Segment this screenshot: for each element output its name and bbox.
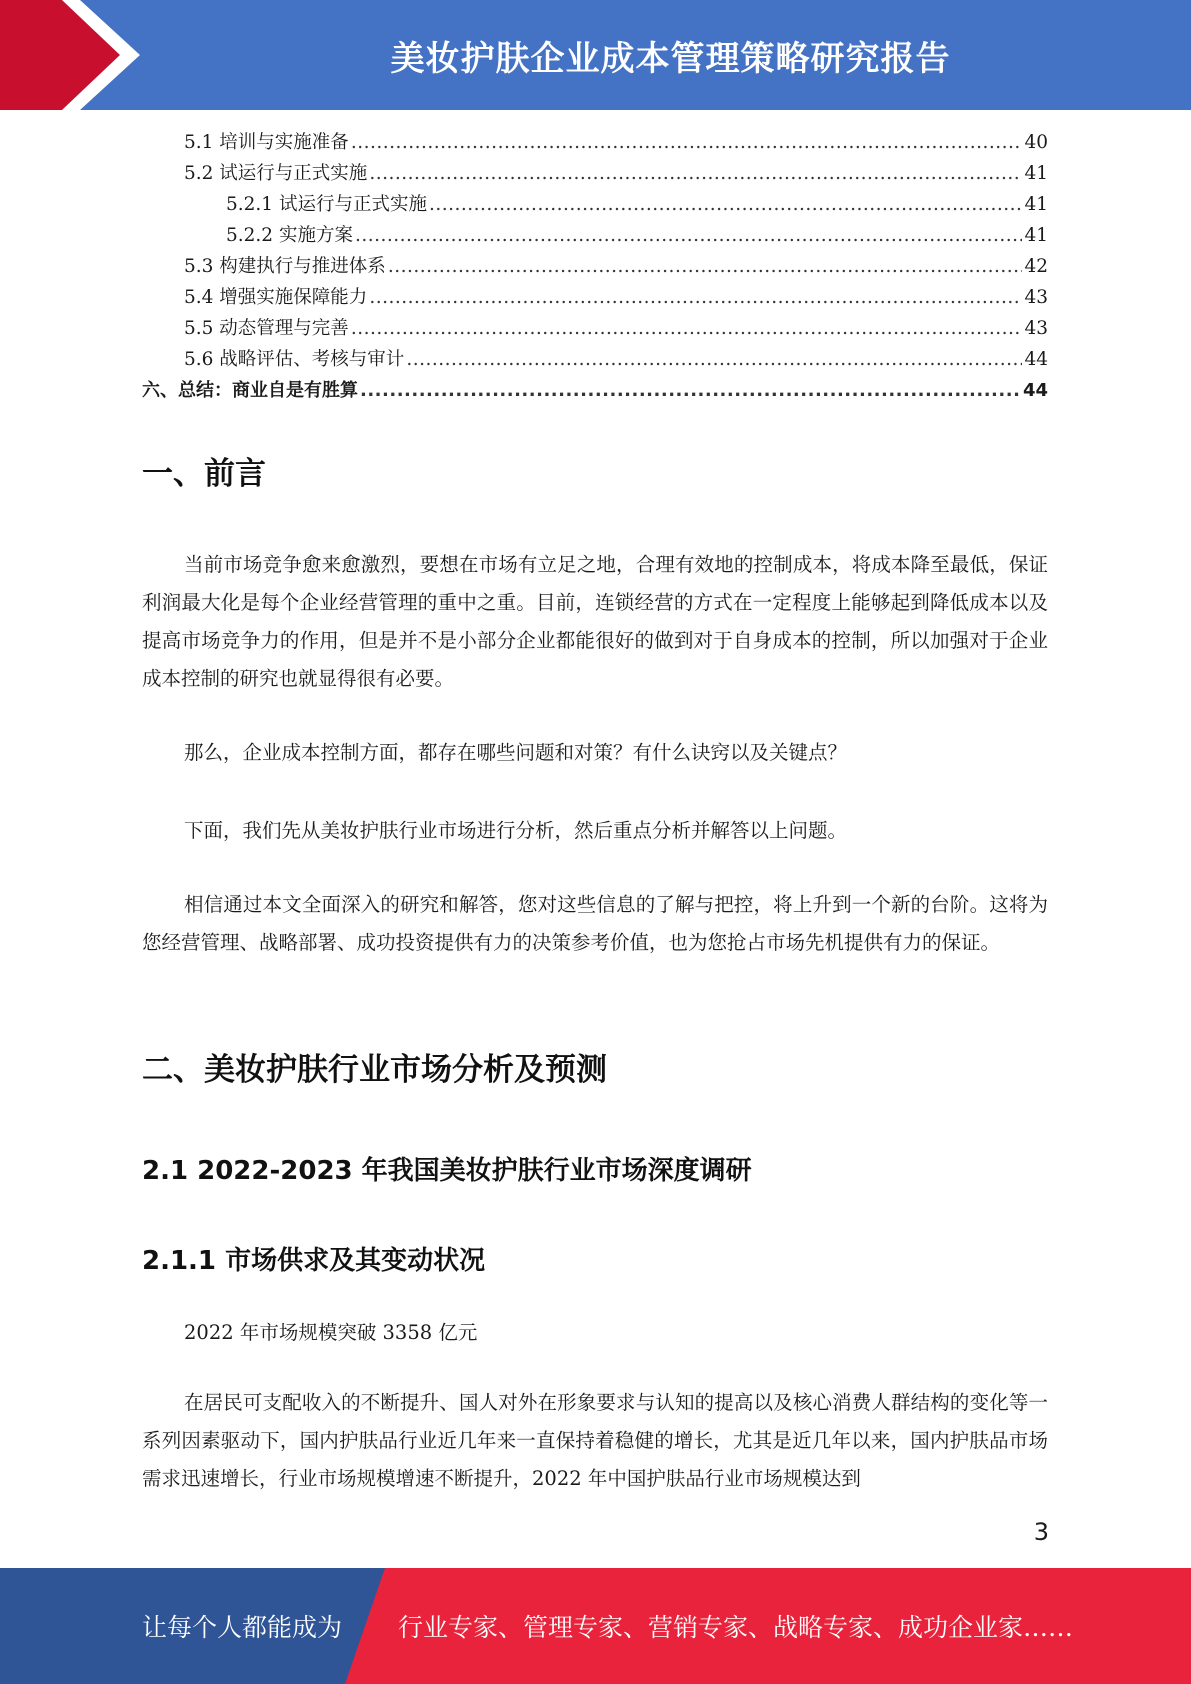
toc-entry-title: 5.2.2 实施方案 [226,225,353,246]
toc-entry-title: 5.4 增强实施保障能力 [184,287,368,308]
toc-leader-dots [355,225,1023,246]
toc-entry[interactable] [142,345,1048,376]
toc-entry[interactable] [142,221,1048,252]
subsubsection-heading: 2.1.1 市场供求及其变动状况 [142,1246,486,1276]
toc-entry[interactable] [142,283,1048,314]
toc-entry[interactable] [142,252,1048,283]
toc-leader-dots [360,380,1021,401]
toc-leader-dots [388,256,1023,277]
paragraph: 那么，企业成本控制方面，都存在哪些问题和对策？有什么诀窍以及关键点？ [184,741,848,764]
toc-entry-title: 5.2 试运行与正式实施 [184,163,368,184]
toc-entry[interactable] [142,190,1048,221]
toc-entry-title: 六、总结：商业自是有胜算 [142,380,358,401]
toc-leader-dots [351,132,1023,153]
toc-entry-page: 44 [1024,349,1048,370]
toc-entry-title: 5.1 培训与实施准备 [184,132,349,153]
toc-entry-page: 41 [1024,225,1048,246]
footer-slogan-left: 让每个人都能成为 [142,1613,343,1642]
toc-entry-chapter[interactable] [142,376,1048,407]
paragraph: 在居民可支配收入的不断提升、国人对外在形象要求与认知的提高以及核心消费人群结构的变化等一系列因素驱动下，国内护肤品行业近几年来一直保持着稳健的增长，尤其是近几年以来，国内护肤品市场需求迅速增长，行业市场规模增速不断提升，2022 年中国护肤品行业市场规模达到 [142,1391,1048,1490]
toc-entry-page: 44 [1022,380,1048,401]
toc-leader-dots [406,349,1022,370]
footer-slogan-right: 行业专家、管理专家、营销专家、战略专家、成功企业家…… [398,1613,1074,1642]
toc-leader-dots [429,194,1022,215]
page-footer [0,1568,1191,1684]
paragraph: 当前市场竞争愈来愈激烈，要想在市场有立足之地，合理有效地的控制成本，将成本降至最低，保证利润最大化是每个企业经营管理的重中之重。目前，连锁经营的方式在一定程度上能够起到降低成本以及提高市场竞争力的作用，但是并不是小部分企业都能很好的做到对于自身成本的控制，所以加强对于企业成本控制的研究也就显得很有必要。 [142,553,1048,690]
toc-entry-page: 41 [1024,163,1048,184]
toc-entry[interactable] [142,314,1048,345]
paragraph: 2022 年市场规模突破 3358 亿元 [184,1321,478,1344]
report-title: 美妆护肤企业成本管理策略研究报告 [390,38,951,79]
toc-entry-title: 5.3 构建执行与推进体系 [184,256,386,277]
toc-leader-dots [369,287,1022,308]
page-header [0,0,1191,110]
subsection-heading: 2.1 2022-2023 年我国美妆护肤行业市场深度调研 [142,1156,752,1186]
toc-entry-page: 40 [1024,132,1048,153]
toc-entry[interactable] [142,128,1048,159]
section-heading-market-analysis: 二、美妆护肤行业市场分析及预测 [142,1052,607,1088]
toc-entry-page: 42 [1024,256,1048,277]
toc-entry-page: 43 [1024,318,1048,339]
toc-entry-title: 5.6 战略评估、考核与审计 [184,349,405,370]
toc-leader-dots [369,163,1022,184]
toc-leader-dots [351,318,1023,339]
toc-entry-title: 5.5 动态管理与完善 [184,318,349,339]
section-heading-preface: 一、前言 [142,456,266,492]
paragraph: 下面，我们先从美妆护肤行业市场进行分析，然后重点分析并解答以上问题。 [184,819,848,842]
page-number: 3 [1033,1518,1049,1546]
toc-entry-page: 43 [1024,287,1048,308]
toc-entry-title: 5.2.1 试运行与正式实施 [226,194,427,215]
table-of-contents [142,128,1048,407]
paragraph: 相信通过本文全面深入的研究和解答，您对这些信息的了解与把控，将上升到一个新的台阶。这将为您经营管理、战略部署、成功投资提供有力的决策参考价值，也为您抢占市场先机提供有力的保证。 [142,893,1048,954]
toc-entry-page: 41 [1024,194,1048,215]
toc-entry[interactable] [142,159,1048,190]
